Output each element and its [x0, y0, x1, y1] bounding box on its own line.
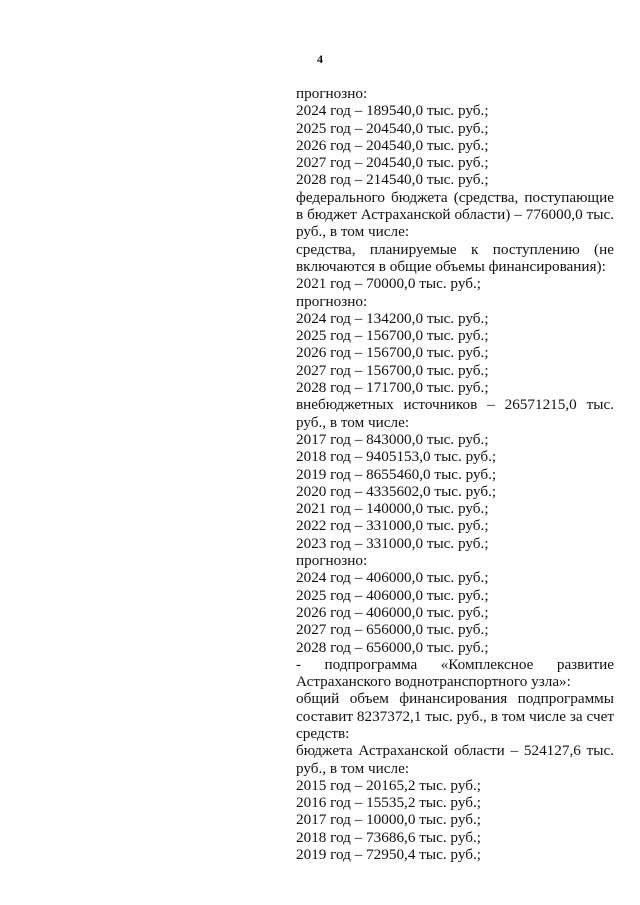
text-line: 2027 год – 204540,0 тыс. руб.; [296, 154, 489, 172]
text-line: 2024 год – 134200,0 тыс. руб.; [296, 309, 489, 327]
text-line: 2024 год – 189540,0 тыс. руб.; [296, 102, 489, 120]
text-paragraph: федерального бюджета (средства, поступающие в бюджет Астраханской области) – 776000,0 тыс. руб., в том числе: [296, 188, 614, 241]
text-line: прогнозно: [296, 552, 368, 570]
text-line: 2028 год – 656000,0 тыс. руб.; [296, 638, 489, 656]
text-line: 2018 год – 73686,6 тыс. руб.; [296, 828, 481, 846]
text-line: 2020 год – 4335602,0 тыс. руб.; [296, 482, 497, 500]
text-line: 2019 год – 72950,4 тыс. руб.; [296, 846, 481, 864]
text-line: 2026 год – 156700,0 тыс. руб.; [296, 344, 489, 362]
text-paragraph: средства, планируемые к поступлению (не включаются в общие объемы финансирования): [296, 240, 614, 275]
text-paragraph: общий объем финансирования подпрограммы составит 8237372,1 тыс. руб., в том числе за счет средств: [296, 690, 614, 742]
funding-text-column [296, 85, 614, 863]
text-line: 2019 год – 8655460,0 тыс. руб.; [296, 465, 497, 483]
text-line: 2018 год – 9405153,0 тыс. руб.; [296, 448, 497, 466]
text-line: 2015 год – 20165,2 тыс. руб.; [296, 776, 481, 794]
text-line: 2016 год – 15535,2 тыс. руб.; [296, 794, 481, 812]
text-line: 2028 год – 214540,0 тыс. руб.; [296, 171, 489, 189]
text-line: 2017 год – 843000,0 тыс. руб.; [296, 430, 489, 448]
text-line: 2025 год – 156700,0 тыс. руб.; [296, 327, 489, 345]
text-line: 2027 год – 656000,0 тыс. руб.; [296, 621, 489, 639]
text-line: прогнозно: [296, 85, 368, 102]
text-line: 2022 год – 331000,0 тыс. руб.; [296, 517, 489, 535]
text-paragraph: - подпрограмма «Комплексное развитие Астраханского воднотранспортного узла»: [296, 655, 614, 691]
text-line: 2017 год – 10000,0 тыс. руб.; [296, 811, 481, 829]
text-paragraph: бюджета Астраханской области – 524127,6 тыс. руб., в том числе: [296, 742, 614, 777]
text-line: 2026 год – 406000,0 тыс. руб.; [296, 603, 489, 621]
text-line: 2025 год – 406000,0 тыс. руб.; [296, 586, 489, 604]
text-line: 2024 год – 406000,0 тыс. руб.; [296, 569, 489, 587]
text-line: 2021 год – 140000,0 тыс. руб.; [296, 500, 489, 518]
text-paragraph: внебюджетных источников – 26571215,0 тыс. руб., в том числе: [296, 396, 614, 431]
text-line: прогнозно: [296, 292, 368, 310]
text-line: 2027 год – 156700,0 тыс. руб.; [296, 361, 489, 379]
text-line: 2023 год – 331000,0 тыс. руб.; [296, 534, 489, 552]
text-line: 2021 год – 70000,0 тыс. руб.; [296, 275, 481, 293]
text-line: 2025 год – 204540,0 тыс. руб.; [296, 119, 489, 137]
page-number: 4 [317, 52, 323, 66]
text-line: 2028 год – 171700,0 тыс. руб.; [296, 379, 489, 397]
text-line: 2026 год – 204540,0 тыс. руб.; [296, 136, 489, 154]
